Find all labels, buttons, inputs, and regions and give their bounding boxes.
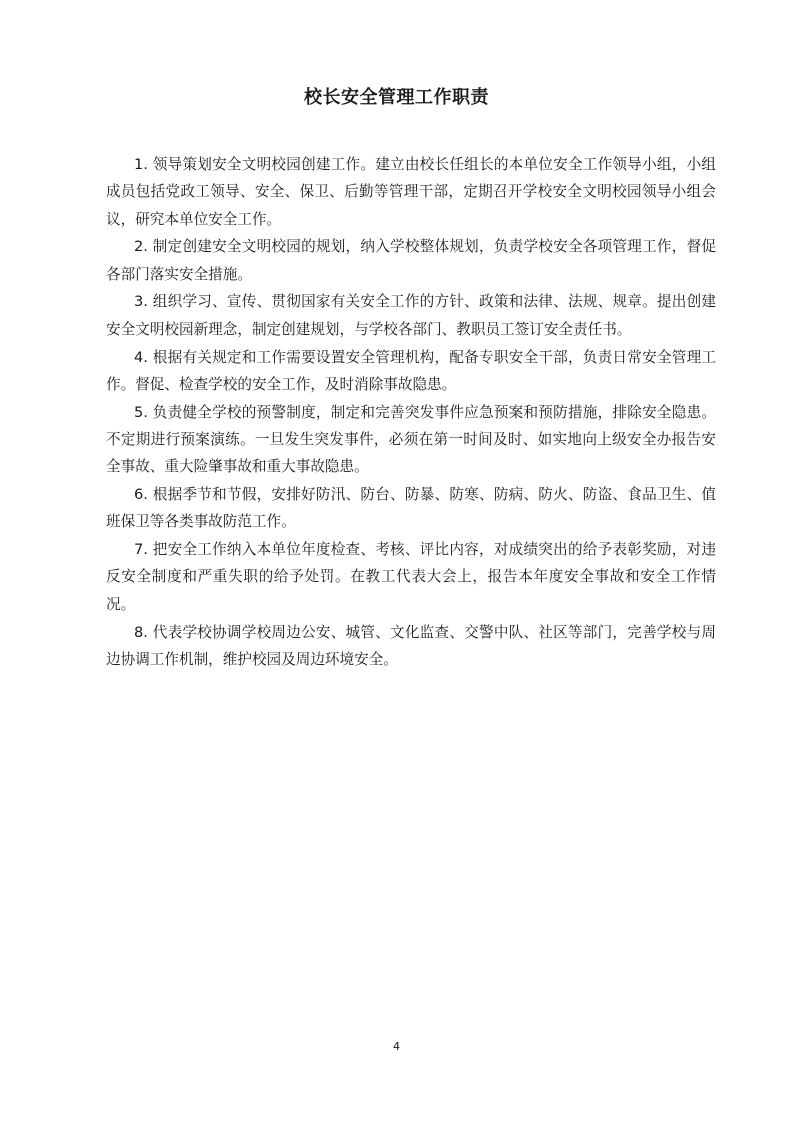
duty-item-2: 2. 制定创建安全文明校园的规划，纳入学校整体规划，负责学校安全各项管理工作，督促各部门落实安全措施。 <box>106 238 716 283</box>
duty-item-1: 1. 领导策划安全文明校园创建工作。建立由校长任组长的本单位安全工作领导小组，小组成员包括党政工领导、安全、保卫、后勤等管理干部，定期召开学校安全文明校园领导小组会议，研究本单位安全工作。 <box>106 156 716 228</box>
duty-item-6: 6. 根据季节和节假，安排好防汛、防台、防暴、防寒、防病、防火、防盗、食品卫生、值班保卫等各类事故防范工作。 <box>106 486 716 531</box>
duty-item-7: 7. 把安全工作纳入本单位年度检查、考核、评比内容，对成绩突出的给予表彰奖励，对违反安全制度和严重失职的给予处罚。在教工代表大会上，报告本年度安全事故和安全工作情况。 <box>106 541 716 613</box>
duty-item-5: 5. 负责健全学校的预警制度，制定和完善突发事件应急预案和预防措施，排除安全隐患。不定期进行预案演练。一旦发生突发事件，必须在第一时间及时、如实地向上级安全办报告安全事故、重大险肇事故和重大事故隐患。 <box>106 403 716 476</box>
duty-item-4: 4. 根据有关规定和工作需要设置安全管理机构，配备专职安全干部，负责日常安全管理工作。督促、检查学校的安全工作，及时消除事故隐患。 <box>106 348 716 393</box>
duty-item-8: 8. 代表学校协调学校周边公安、城管、文化监查、交警中队、社区等部门，完善学校与周边协调工作机制，维护校园及周边环境安全。 <box>106 623 716 668</box>
duty-item-3: 3. 组织学习、宣传、贯彻国家有关安全工作的方针、政策和法律、法规、规章。提出创建安全文明校园新理念，制定创建规划，与学校各部门、教职员工签订安全责任书。 <box>106 293 716 338</box>
document-title: 校长安全管理工作职责 <box>304 87 489 108</box>
document-body <box>106 151 716 674</box>
page-number: 4 <box>393 1040 400 1053</box>
